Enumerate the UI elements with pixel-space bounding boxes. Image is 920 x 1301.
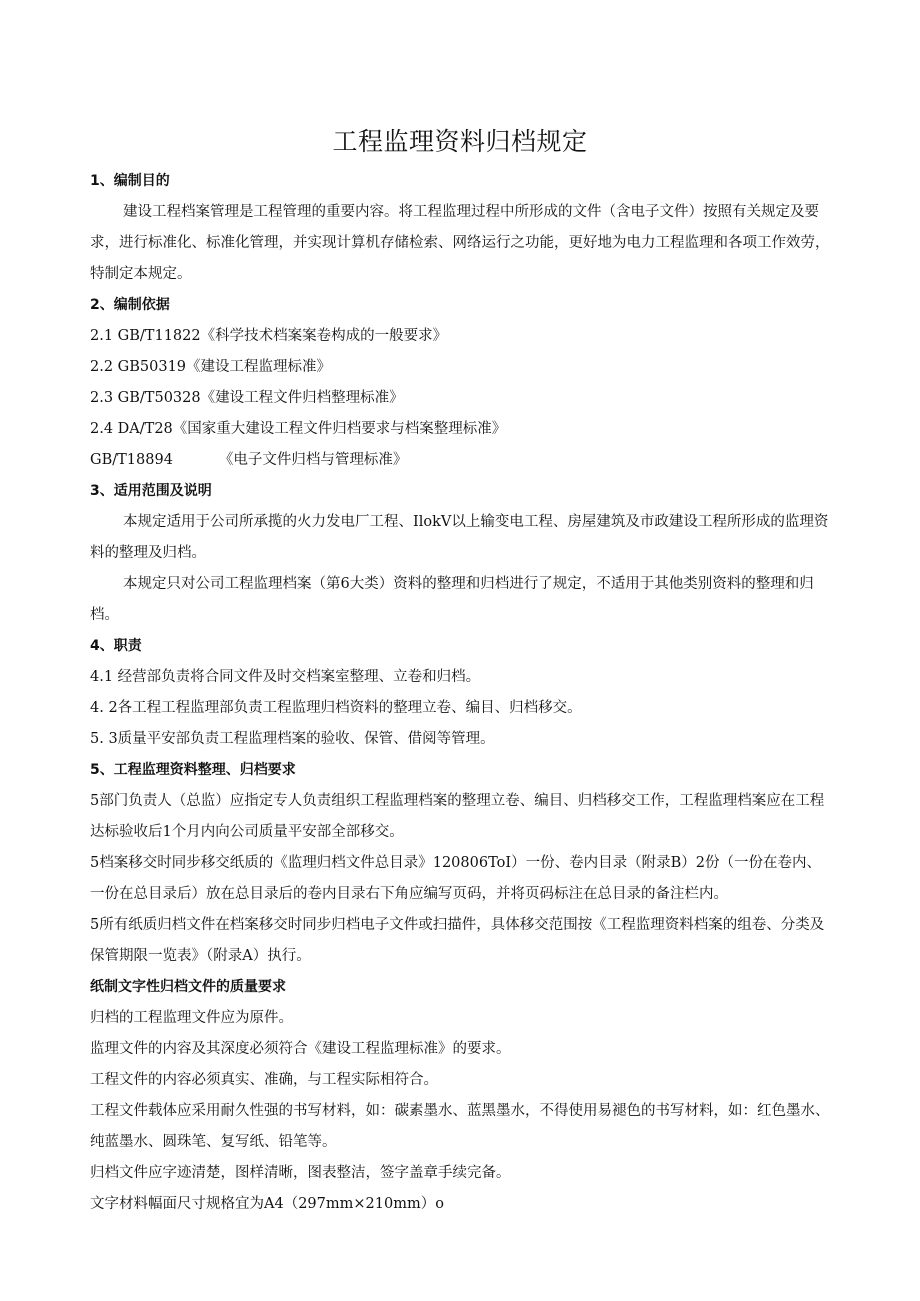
reference-item: 2.3 GB/T50328《建设工程文件归档整理标准》: [90, 390, 404, 406]
reference-item: 2.2 GB50319《建设工程监理标准》: [90, 359, 332, 375]
quality-item: 工程文件载体应采用耐久性强的书写材料，如：碳素墨水、蓝黑墨水，不得使用易褪色的书写材料，如：红色墨水、纯蓝墨水、圆珠笔、复写纸、铅笔等。: [90, 1103, 830, 1150]
paragraph-requirement-1: 5部门负责人（总监）应指定专人负责组织工程监理档案的整理立卷、编目、归档移交工作，工程监理档案应在工程达标验收后1个月内向公司质量平安部全部移交。: [90, 793, 825, 840]
paragraph-requirement-2: 5档案移交时同步移交纸质的《监理归档文件总目录》120806ToI）一份、卷内目录（附录B）2份（一份在卷内、一份在总目录后）放在总目录后的卷内目录右下角应编写页码，并将页码标注在总目录的备注栏内。: [90, 855, 821, 902]
quality-item: 文字材料幅面尺寸规格宜为A4（297mm×210mm）o: [90, 1196, 444, 1212]
section-heading-quality: 纸制文字性归档文件的质量要求: [90, 979, 286, 995]
reference-name: 《电子文件归档与管理标准》: [218, 452, 408, 468]
reference-item: 2.4 DA/T28《国家重大建设工程文件归档要求与档案整理标准》: [90, 421, 507, 437]
section-heading-basis: 2、编制依据: [90, 297, 170, 313]
reference-code: GB/T18894: [90, 452, 173, 468]
reference-item: 2.1 GB/T11822《科学技术档案案卷构成的一般要求》: [90, 328, 448, 344]
quality-item: 监理文件的内容及其深度必须符合《建设工程监理标准》的要求。: [90, 1041, 511, 1057]
duty-item: 4.1 经营部负责将合同文件及时交档案室整理、立卷和归档。: [90, 669, 481, 685]
section-heading-duties: 4、职责: [90, 638, 142, 654]
section-heading-requirements: 5、工程监理资料整理、归档要求: [90, 762, 296, 778]
reference-item: [90, 445, 835, 476]
paragraph-scope-2: 本规定只对公司工程监理档案（第6大类）资料的整理和归档进行了规定，不适用于其他类别资料的整理和归档。: [90, 576, 814, 623]
duty-item: 5. 3质量平安部负责工程监理档案的验收、保管、借阅等管理。: [90, 731, 495, 747]
duty-item: 4. 2各工程工程监理部负责工程监理归档资料的整理立卷、编目、归档移交。: [90, 700, 582, 716]
paragraph-purpose: 建设工程档案管理是工程管理的重要内容。将工程监理过程中所形成的文件（含电子文件）按照有关规定及要求，进行标准化、标准化管理，并实现计算机存储检索、网络运行之功能，更好地为电力工程监理和各项工作效劳，特制定本规定。: [90, 204, 830, 282]
paragraph-requirement-3: 5所有纸质归档文件在档案移交时同步归档电子文件或扫描件，具体移交范围按《工程监理资料档案的组卷、分类及保管期限一览表》（附录A）执行。: [90, 917, 825, 964]
paragraph-scope-1: 本规定适用于公司所承揽的火力发电厂工程、IlokV以上输变电工程、房屋建筑及市政建设工程所形成的监理资料的整理及归档。: [90, 514, 829, 561]
quality-item: 归档的工程监理文件应为原件。: [90, 1010, 293, 1026]
document-title: 工程监理资料归档规定: [332, 127, 588, 156]
section-heading-scope: 3、适用范围及说明: [90, 483, 212, 499]
quality-item: 工程文件的内容必须真实、准确，与工程实际相符合。: [90, 1072, 438, 1088]
quality-item: 归档文件应字迹清楚，图样清晰，图表整洁，签字盖章手续完备。: [90, 1165, 511, 1181]
document-body: [90, 166, 835, 1220]
section-heading-purpose: 1、编制目的: [90, 173, 170, 189]
